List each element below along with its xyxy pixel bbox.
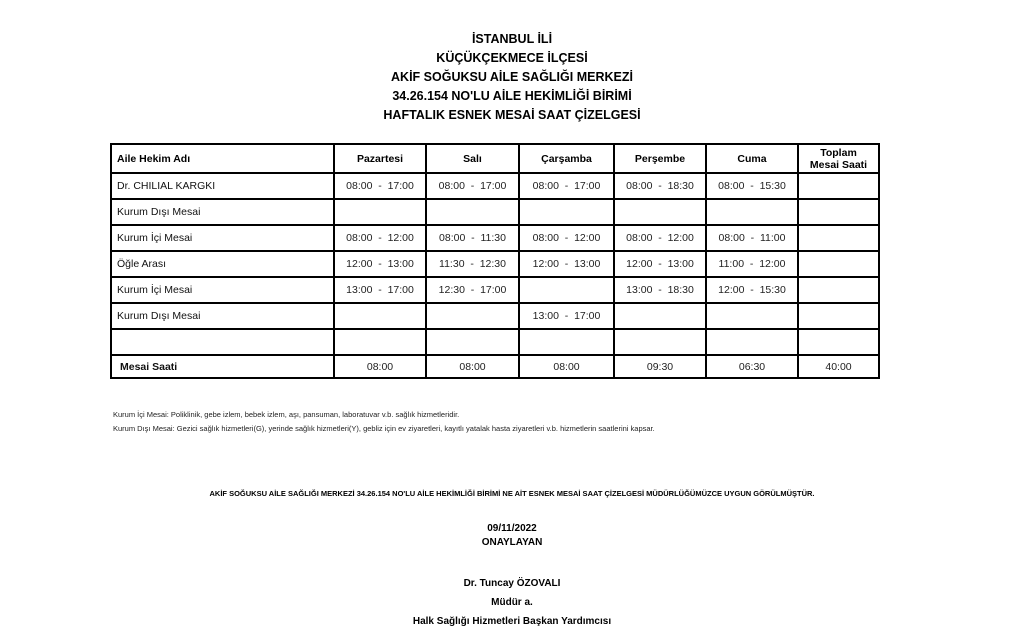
cell-wednesday: 08:00 - 12:00 [519, 225, 614, 251]
signer-name: Dr. Tuncay ÖZOVALI [463, 578, 561, 589]
approval-date: 09/11/2022 [487, 523, 537, 534]
approved-by-label: ONAYLAYAN [481, 537, 543, 548]
total-monday: 08:00 [334, 355, 426, 378]
cell-tuesday [426, 329, 519, 355]
total-weekly: 40:00 [798, 355, 879, 378]
cell-wednesday: 13:00 - 17:00 [519, 303, 614, 329]
cell-monday [334, 303, 426, 329]
header-unit: 34.26.154 NO'LU AİLE HEKİMLİĞİ BİRİMİ [392, 89, 632, 103]
cell-thursday: 13:00 - 18:30 [614, 277, 706, 303]
document-title: HAFTALIK ESNEK MESAİ SAAT ÇİZELGESİ [383, 108, 641, 122]
cell-wednesday [519, 329, 614, 355]
cell-monday [334, 329, 426, 355]
note-internal-hours: Kurum İçi Mesai: Poliklinik, gebe izlem, bebek izlem, aşı, pansuman, laboratuvar v.b. sağlık hizmetleridir. [113, 410, 460, 419]
cell-monday [334, 199, 426, 225]
cell-thursday: 08:00 - 18:30 [614, 173, 706, 199]
cell-friday [706, 329, 798, 355]
column-header-tuesday: Salı [426, 144, 519, 173]
cell-friday [706, 303, 798, 329]
row-label: Kurum İçi Mesai [111, 277, 334, 303]
approval-date-block [0, 522, 1024, 550]
cell-tuesday: 11:30 - 12:30 [426, 251, 519, 277]
cell-thursday [614, 329, 706, 355]
cell-thursday: 08:00 - 12:00 [614, 225, 706, 251]
cell-total [798, 225, 879, 251]
footnotes [113, 408, 655, 436]
table-row [111, 303, 879, 329]
row-label: Kurum Dışı Mesai [111, 303, 334, 329]
document-header [0, 30, 1024, 125]
cell-tuesday: 08:00 - 17:00 [426, 173, 519, 199]
table-row [111, 277, 879, 303]
cell-tuesday: 12:30 - 17:00 [426, 277, 519, 303]
total-tuesday: 08:00 [426, 355, 519, 378]
table-header-row [111, 144, 879, 173]
cell-monday: 08:00 - 12:00 [334, 225, 426, 251]
cell-total [798, 277, 879, 303]
schedule-table [110, 143, 880, 379]
cell-friday: 12:00 - 15:30 [706, 277, 798, 303]
note-external-hours: Kurum Dışı Mesai: Gezici sağlık hizmetleri(G), yerinde sağlık hizmetleri(Y), gebliz için ev ziyaretleri, kayıtlı yatalak hasta ziyaretleri v.b. hizmetlerin saatlerini kapsar. [113, 424, 655, 433]
column-header-monday: Pazartesi [334, 144, 426, 173]
cell-thursday: 12:00 - 13:00 [614, 251, 706, 277]
cell-monday: 12:00 - 13:00 [334, 251, 426, 277]
cell-tuesday: 08:00 - 11:30 [426, 225, 519, 251]
total-header-line1: Toplam [820, 146, 857, 159]
cell-wednesday [519, 199, 614, 225]
table-row [111, 225, 879, 251]
cell-wednesday: 12:00 - 13:00 [519, 251, 614, 277]
column-header-doctor: Aile Hekim Adı [111, 144, 334, 173]
total-thursday: 09:30 [614, 355, 706, 378]
cell-monday: 08:00 - 17:00 [334, 173, 426, 199]
cell-tuesday [426, 199, 519, 225]
cell-thursday [614, 303, 706, 329]
column-header-thursday: Perşembe [614, 144, 706, 173]
signer-block [0, 574, 1024, 631]
table-row [111, 329, 879, 355]
cell-total [798, 199, 879, 225]
signer-role: Müdür a. [491, 597, 533, 608]
row-label: Kurum İçi Mesai [111, 225, 334, 251]
cell-total [798, 329, 879, 355]
row-label: Kurum Dışı Mesai [111, 199, 334, 225]
cell-thursday [614, 199, 706, 225]
total-row [111, 355, 879, 378]
header-health-center: AKİF SOĞUKSU AİLE SAĞLIĞI MERKEZİ [391, 70, 633, 84]
total-row-label: Mesai Saati [111, 355, 334, 378]
total-header-line2: Mesai Saati [809, 158, 868, 171]
table-row [111, 173, 879, 199]
cell-total [798, 251, 879, 277]
total-wednesday: 08:00 [519, 355, 614, 378]
table-row [111, 251, 879, 277]
table-row [111, 199, 879, 225]
row-label [111, 329, 334, 355]
signer-title: Halk Sağlığı Hizmetleri Başkan Yardımcısı [412, 616, 612, 627]
cell-tuesday [426, 303, 519, 329]
cell-total [798, 173, 879, 199]
cell-total [798, 303, 879, 329]
cell-wednesday: 08:00 - 17:00 [519, 173, 614, 199]
cell-wednesday [519, 277, 614, 303]
column-header-friday: Cuma [706, 144, 798, 173]
row-label: Öğle Arası [111, 251, 334, 277]
cell-friday: 08:00 - 11:00 [706, 225, 798, 251]
column-header-total [798, 144, 879, 173]
cell-friday: 11:00 - 12:00 [706, 251, 798, 277]
cell-friday: 08:00 - 15:30 [706, 173, 798, 199]
total-friday: 06:30 [706, 355, 798, 378]
header-province: İSTANBUL İLİ [471, 32, 553, 46]
row-label: Dr. CHILIAL KARGKI [111, 173, 334, 199]
header-district: KÜÇÜKÇEKMECE İLÇESİ [436, 51, 588, 65]
cell-friday [706, 199, 798, 225]
approval-statement: AKİF SOĞUKSU AİLE SAĞLIĞI MERKEZİ 34.26.154 NO'LU AİLE HEKİMLİĞİ BİRİMİ NE AİT ESNEK MESAİ SAAT ÇİZELGESİ MÜDÜRLÜĞÜMÜZCE UYGUN GÖRÜLMÜŞTÜR. [209, 489, 815, 498]
cell-monday: 13:00 - 17:00 [334, 277, 426, 303]
column-header-wednesday: Çarşamba [519, 144, 614, 173]
